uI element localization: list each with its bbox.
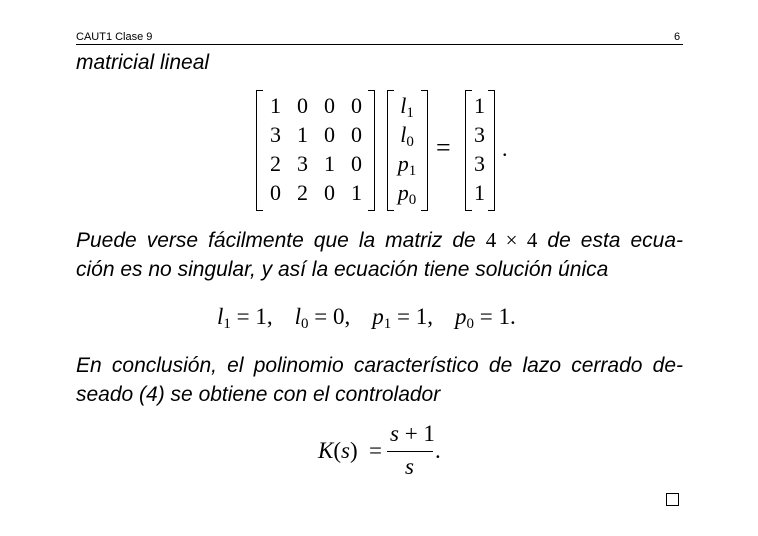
unknown-base: l [400,93,407,118]
matrix-a-cell: 2 [270,151,281,176]
matrix-a-cell: 0 [297,93,308,118]
matrix-a-cell: 1 [270,93,281,118]
vector-unknowns [393,91,421,207]
controller-period: . [435,438,441,463]
matrix-a [262,91,370,207]
header-title: CAUT1 Clase 9 [76,31,153,43]
solution-var: l [294,304,302,329]
unknown-cell [393,178,421,207]
controller-denominator: s [405,454,414,479]
solution-equation [217,304,516,333]
matrix-a-cell: 2 [297,180,308,205]
para1-text-b: de esta ecua- [547,229,684,252]
solution-value: = 1, [230,304,273,329]
solution-subscript: 0 [301,316,309,332]
solution-term [217,304,273,332]
paragraph-1-line-2: ción es no singular, y así la ecuación tiene solución única [76,258,609,281]
para1-math-4x4: 4 × 4 [485,228,538,252]
unknown-base: p [397,180,409,205]
square-qed-icon [666,493,679,506]
controller-open-paren: ( [333,438,342,463]
unknown-base: l [400,122,407,147]
vector-rhs [471,91,488,207]
unknown-subscript: 1 [408,163,417,179]
unknown-subscript: 0 [408,192,417,208]
matrix-a-cell: 1 [351,180,362,205]
equation-period: . [502,136,508,161]
solution-term [454,304,516,332]
paragraph-1-line-1 [76,226,683,255]
solution-subscript: 1 [223,316,231,332]
matrix-a-cell: 0 [351,122,362,147]
page-number: 6 [674,31,681,43]
matrix-a-cell: 0 [324,93,335,118]
controller-lhs [318,438,358,464]
solution-term [372,304,433,332]
rhs-cell: 1 [474,180,485,205]
paragraph-2-line-2: seado (4) se obtiene con el controlador [76,383,441,406]
solution-var: p [454,304,467,329]
matrix-a-cell: 1 [297,122,308,147]
equals-sign: = [436,133,451,162]
vector-unknowns-right-bracket [421,90,428,211]
solution-var: l [217,304,224,329]
solution-value: = 1. [473,304,516,329]
numerator-rest: + 1 [398,421,435,446]
rhs-cell: 3 [474,151,485,176]
paragraph-2-line-1: En conclusión, el polinomio característico de lazo cerrado de- [76,354,683,377]
header-rule [76,44,683,45]
unknown-subscript: 0 [406,134,414,150]
solution-subscript: 1 [383,316,392,332]
rhs-cell: 3 [474,122,485,147]
matrix-a-right-bracket [368,90,375,211]
controller-equals: = [369,438,382,463]
fraction-bar [387,451,433,452]
unknown-cell [393,91,421,120]
rhs-cell: 1 [474,93,485,118]
controller-var: s [341,438,350,463]
matrix-a-cell: 0 [324,180,335,205]
matrix-a-cell: 0 [351,93,362,118]
intro-text: matricial lineal [76,51,210,74]
unknown-subscript: 1 [406,105,414,121]
vector-rhs-right-bracket [488,90,495,211]
matrix-a-cell: 1 [324,151,335,176]
solution-subscript: 0 [466,316,474,332]
unknown-base: p [397,151,409,176]
para1-text-a: Puede verse fácilmente que la matriz de [76,229,476,252]
matrix-a-cell: 3 [270,122,281,147]
matrix-a-cell: 3 [297,151,308,176]
controller-func: K [318,438,334,463]
matrix-a-cell: 0 [351,151,362,176]
solution-value: = 1, [391,304,433,329]
solution-value: = 0, [308,304,351,329]
matrix-a-cell: 0 [270,180,281,205]
solution-term [294,304,351,332]
controller-numerator [390,421,435,447]
numerator-var: s [390,421,399,446]
unknown-cell [393,149,421,178]
solution-var: p [372,304,384,329]
unknown-cell [393,120,421,149]
matrix-a-cell: 0 [324,122,335,147]
controller-close-paren: ) [349,438,358,463]
